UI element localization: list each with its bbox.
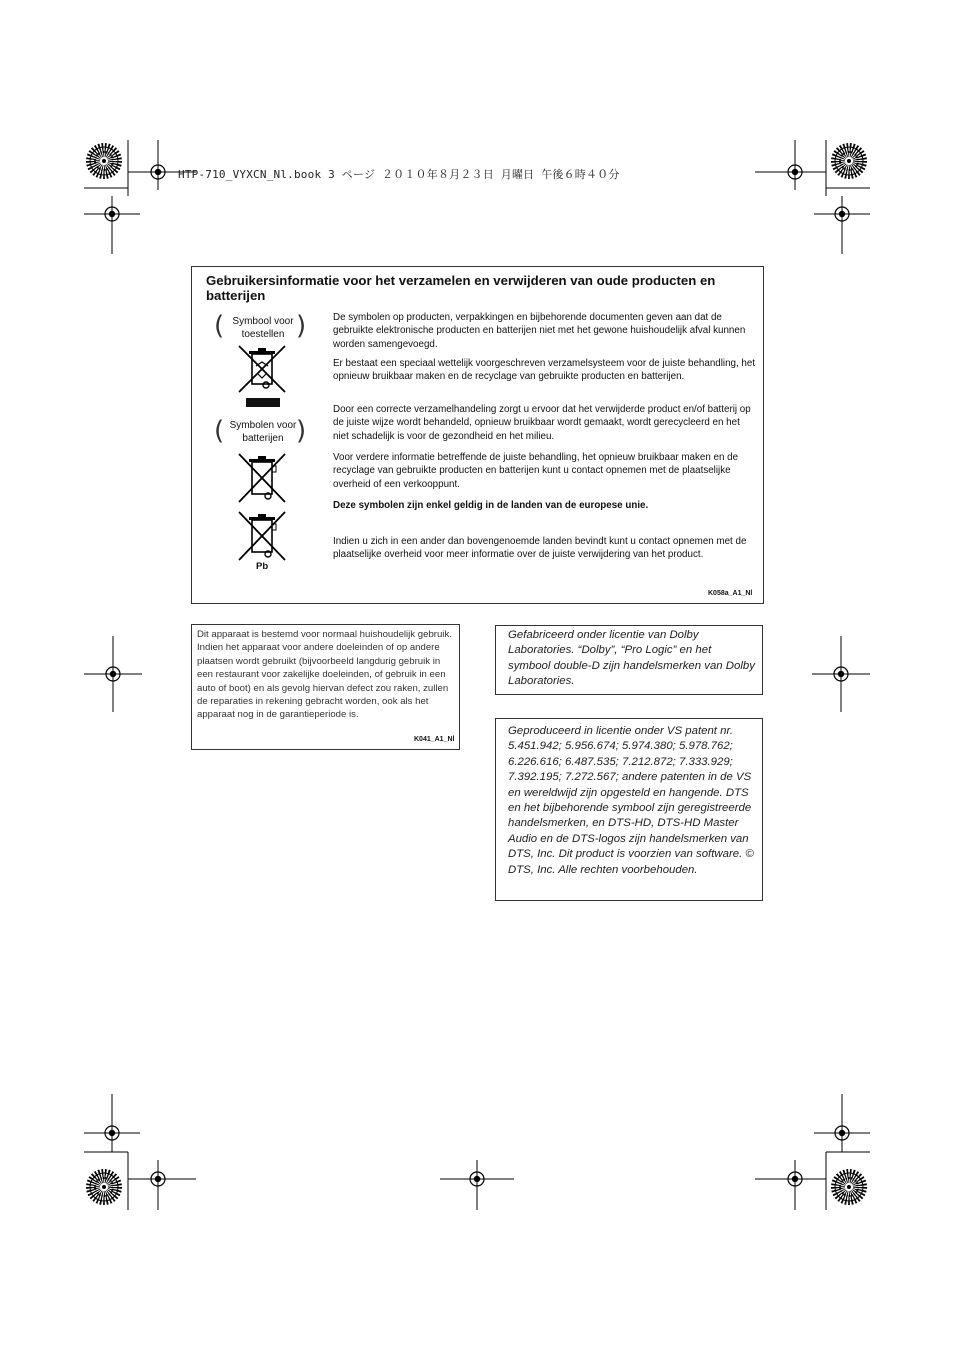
file-info-line: HTP-710_VYXCN_Nl.book 3 ページ ２０１０年８月２３日 月曜日 午後６時４０分	[178, 168, 620, 181]
weee-eu-note: Deze symbolen zijn enkel geldig in de landen van de europese unie.	[333, 500, 649, 511]
weee-title: Gebruikersinformatie voor het verzamelen en verwijderen van oude producten en batterijen	[206, 273, 716, 303]
weee-paragraph: Door een correcte verzamelhandeling zorgt u ervoor dat het verwijderde product en/of batterij op de juiste wijze wordt behandeld, opnieuw bruikbaar wordt gemaakt, wordt gerecycleerd en het niet schadelijk is voor de gezondheid en het milieu.	[333, 404, 751, 442]
pb-label: Pb	[256, 561, 269, 572]
paren-right: )	[296, 311, 307, 341]
weee-code: K058a_A1_Nl	[708, 590, 753, 597]
black-bar	[246, 398, 280, 407]
weee-paragraph: Indien u zich in een ander dan bovengenoemde landen bevindt kunt u contact opnemen met de plaatselijke overheid voor meer informatie over de juiste verwijdering van het product.	[333, 536, 747, 561]
weee-paragraph: De symbolen op producten, verpakkingen en bijbehorende documenten geven aan dat de gebruikte elektronische producten en batterijen niet met het gewone huishoudelijk afval kunnen worden samengevoegd.	[333, 312, 746, 350]
crossed-pb-battery-bin-icon	[236, 510, 288, 562]
dolby-text: Gefabriceerd onder licentie van Dolby Laboratories. “Dolby”, “Pro Logic” en het symbool double-D zijn handelsmerken van Dolby Laboratories.	[508, 629, 755, 688]
paren-left-2: (	[214, 416, 225, 446]
crossed-bin-icon	[236, 344, 288, 394]
weee-paragraph: Voor verdere informatie betreffende de juiste behandling, het opnieuw bruikbaar maken en de recyclage van gebruikte producten en batterijen kunt u contact opnemen met de plaatselijke overheid of een verkooppunt.	[333, 452, 739, 490]
paren-right-2: )	[296, 416, 307, 446]
household-text: Dit apparaat is bestemd voor normaal huishoudelijk gebruik. Indien het apparaat voor andere doeleinden of op andere plaatsen wordt gebruikt (bijvoorbeeld langdurig gebruik in een restaurant voor zakelijke doeleinden, of gebruik in een auto of boot) en als gevolg hiervan defect zou raken, zullen de reparaties in rekening gebracht worden, ook als het apparaat nog in de garantieperiode is.	[197, 629, 452, 721]
crossed-battery-bin-icon	[236, 452, 288, 504]
weee-paragraph: Er bestaat een speciaal wettelijk voorgeschreven verzamelsysteem voor de juiste behandling, het opnieuw bruikbaar maken en de recyclage van gebruikte producten en batterijen.	[333, 358, 756, 383]
household-code: K041_A1_Nl	[414, 736, 455, 743]
dts-text: Geproduceerd in licentie onder VS patent nr. 5.451.942; 5.956.674; 5.974.380; 5.978.762; 6.226.616; 6.487.535; 7.212.872; 7.333.929; 7.392.195; 7.272.567; andere patenten in de VS en wereldwijd zijn opgesteld en hangende. DTS en het bijbehorende symbool zijn geregistreerde handelsmerken, en DTS-HD, DTS-HD Master Audio en de DTS-logos zijn handelsmerken van DTS, Inc. Dit product is voorzien van software. © DTS, Inc. Alle rechten voorbehouden.	[508, 725, 754, 876]
paren-left: (	[214, 311, 225, 341]
label-devices: Symbool voor toestellen	[232, 316, 294, 340]
label-batteries: Symbolen voor batterijen	[229, 420, 297, 444]
